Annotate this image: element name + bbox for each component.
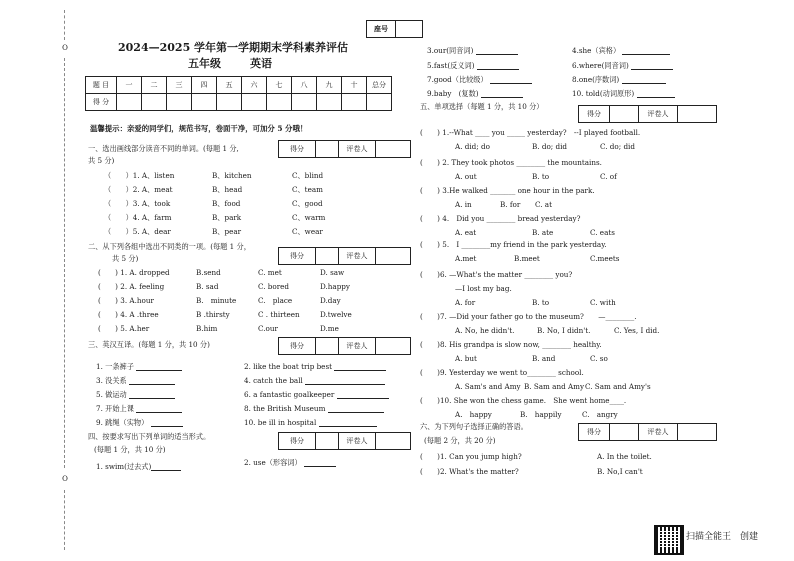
cut-line bbox=[64, 10, 65, 40]
option: C、warm bbox=[292, 213, 326, 222]
scorer-reviewer-input[interactable] bbox=[376, 141, 411, 158]
score-cell: 十 bbox=[342, 77, 367, 94]
seat-label: 座号 bbox=[367, 21, 396, 38]
tip-text: 温馨提示：亲爱的同学们，规范书写，卷面干净，可加分 5 分哦！ bbox=[90, 124, 308, 133]
answer-blank[interactable] bbox=[151, 463, 181, 471]
word-form-item bbox=[427, 61, 519, 70]
scorer-reviewer-label: 评卷人 bbox=[339, 248, 376, 265]
translation-item bbox=[244, 376, 385, 385]
word-form-item bbox=[572, 75, 666, 84]
match-question[interactable]: ( )2. What's the matter? bbox=[420, 467, 519, 476]
score-cell: 总分 bbox=[367, 77, 392, 94]
item-text: 2. use（形容词） bbox=[244, 458, 302, 467]
scorer-score-label: 得分 bbox=[279, 433, 316, 450]
translation-item bbox=[96, 418, 183, 427]
mc-question[interactable]: ( )9. Yesterday we went to________ school. bbox=[420, 368, 584, 377]
answer-blank[interactable] bbox=[334, 363, 386, 371]
item-text: 8.one(序数词) bbox=[572, 75, 620, 84]
option: D.happy bbox=[320, 282, 350, 291]
item-text: 1. 一条裤子 bbox=[96, 362, 134, 371]
option: C. do; did bbox=[600, 142, 635, 151]
option: B.send bbox=[196, 268, 221, 277]
answer-blank[interactable] bbox=[477, 62, 519, 70]
section3-heading: 三、英汉互译。(每题 1 分，共 10 分) bbox=[88, 340, 210, 349]
section6-heading: 六、为下列句子选择正确的答语。 bbox=[420, 422, 528, 431]
option: A. eat bbox=[455, 228, 477, 237]
score-input[interactable] bbox=[292, 94, 317, 111]
item-text: 4.she（宾格） bbox=[572, 46, 621, 55]
answer-blank[interactable] bbox=[136, 405, 182, 413]
answer-blank[interactable] bbox=[151, 419, 183, 427]
word-form-item bbox=[96, 462, 181, 471]
question-number[interactable]: （ ）1. A、listen bbox=[104, 171, 175, 180]
score-input[interactable] bbox=[267, 94, 292, 111]
option: B. No, I didn't. bbox=[537, 326, 591, 335]
option: C、team bbox=[292, 185, 323, 194]
answer-blank[interactable] bbox=[319, 419, 377, 427]
option: B、pear bbox=[212, 227, 242, 236]
option: A. happy bbox=[455, 410, 492, 419]
score-cell: 四 bbox=[192, 77, 217, 94]
question-number[interactable]: （ ）5. A、dear bbox=[104, 227, 171, 236]
option: A. out bbox=[455, 172, 477, 181]
translation-item bbox=[244, 404, 384, 413]
scorer-score-input[interactable] bbox=[610, 106, 639, 123]
option: C. Yes, I did. bbox=[614, 326, 660, 335]
option: C、blind bbox=[292, 171, 324, 180]
score-cell: 五 bbox=[217, 77, 242, 94]
answer-blank[interactable] bbox=[136, 363, 182, 371]
option: C. with bbox=[590, 298, 616, 307]
gutter-circle-top: O bbox=[62, 44, 68, 52]
gutter-circle-bottom: O bbox=[62, 475, 68, 483]
word-form-item bbox=[572, 61, 673, 70]
translation-item bbox=[244, 418, 377, 427]
option: A.met bbox=[455, 254, 477, 263]
option: A. but bbox=[455, 354, 477, 363]
section1-heading: 一、选出画线部分读音不同的单词。(每题 1 分, bbox=[88, 144, 239, 153]
option: A. did; do bbox=[455, 142, 490, 151]
match-answer: B. No,I can't bbox=[597, 467, 643, 476]
section6-heading: (每题 2 分，共 20 分) bbox=[424, 436, 496, 445]
score-cell: 二 bbox=[142, 77, 167, 94]
word-form-item bbox=[427, 75, 532, 84]
option: B. for bbox=[500, 200, 521, 209]
section2-heading: 共 5 分) bbox=[112, 254, 139, 263]
mc-question[interactable]: ( ) 3.He walked _______ one hour in the park. bbox=[420, 186, 595, 195]
word-form-item bbox=[427, 89, 523, 98]
option: B.meet bbox=[514, 254, 540, 263]
mc-question[interactable]: ( ) 5. I ________my friend in the park yesterday. bbox=[420, 240, 607, 249]
match-question[interactable]: ( )1. Can you jump high? bbox=[420, 452, 522, 461]
option: B .thirsty bbox=[196, 310, 230, 319]
option: C. of bbox=[600, 172, 617, 181]
score-cell: 题 目 bbox=[86, 77, 117, 94]
scorer-score-label: 得分 bbox=[579, 106, 610, 123]
score-cell: 一 bbox=[117, 77, 142, 94]
mc-question[interactable]: ( )8. His grandpa is slow now, ________ healthy. bbox=[420, 340, 602, 349]
item-text: 5. 做运动 bbox=[96, 390, 127, 399]
score-cell: 八 bbox=[292, 77, 317, 94]
score-input[interactable] bbox=[192, 94, 217, 111]
score-table-row bbox=[86, 94, 392, 111]
translation-item bbox=[96, 362, 182, 371]
option: C. place bbox=[258, 296, 293, 305]
item-text: 6.where(同音词) bbox=[572, 61, 629, 70]
question-number[interactable]: ( ) 4. A .three bbox=[98, 310, 159, 319]
score-input[interactable] bbox=[367, 94, 392, 111]
answer-blank[interactable] bbox=[328, 405, 384, 413]
translation-item bbox=[96, 390, 175, 399]
option: B. to bbox=[532, 298, 550, 307]
mc-question[interactable]: ( ) 1.--What ____ you _____ yesterday? --I played football. bbox=[420, 128, 641, 137]
item-text: 2. like the boat trip best bbox=[244, 362, 333, 371]
option: C. eats bbox=[590, 228, 615, 237]
option: B. and bbox=[532, 354, 556, 363]
answer-blank[interactable] bbox=[476, 47, 518, 55]
score-cell: 九 bbox=[317, 77, 342, 94]
exam-subject: 英语 bbox=[250, 57, 272, 70]
scorer-reviewer-label: 评卷人 bbox=[639, 106, 678, 123]
option: C. bored bbox=[258, 282, 290, 291]
section1-heading: 共 5 分) bbox=[88, 156, 115, 165]
word-form-item bbox=[572, 89, 675, 98]
seat-value[interactable] bbox=[396, 21, 423, 38]
question-number[interactable]: ( ) 2. A. feeling bbox=[98, 282, 165, 291]
item-text: 1. swim(过去式) bbox=[96, 462, 152, 471]
item-text: 8. the British Museum bbox=[244, 404, 326, 413]
answer-blank[interactable] bbox=[481, 90, 523, 98]
answer-blank[interactable] bbox=[622, 47, 670, 55]
translation-item bbox=[96, 404, 182, 413]
option: B. do; did bbox=[532, 142, 567, 151]
cut-line bbox=[64, 490, 65, 550]
score-row-label: 得 分 bbox=[86, 94, 117, 111]
answer-blank[interactable] bbox=[637, 90, 675, 98]
mc-question[interactable]: ( ) 4. Did you ________ bread yesterday? bbox=[420, 214, 581, 223]
question-number[interactable]: ( ) 1. A. dropped bbox=[98, 268, 170, 277]
match-answer: A. In the toilet. bbox=[597, 452, 652, 461]
score-cell: 六 bbox=[242, 77, 267, 94]
item-text: 9. 跳绳（实物） bbox=[96, 418, 149, 427]
option: C.meets bbox=[590, 254, 620, 263]
option: A. for bbox=[455, 298, 476, 307]
answer-blank[interactable] bbox=[304, 459, 336, 467]
question-number[interactable]: ( ) 3. A.hour bbox=[98, 296, 154, 305]
translation-item bbox=[244, 390, 389, 399]
exam-grade: 五年级 bbox=[188, 57, 221, 70]
scorer-box-1 bbox=[278, 140, 411, 158]
option: D.day bbox=[320, 296, 341, 305]
option: B、food bbox=[212, 199, 241, 208]
option: B. ate bbox=[532, 228, 554, 237]
section4-heading: (每题 1 分，共 10 分) bbox=[94, 445, 166, 454]
word-form-item bbox=[427, 46, 518, 55]
score-input[interactable] bbox=[242, 94, 267, 111]
option: C.our bbox=[258, 324, 278, 333]
scorer-reviewer-label: 评卷人 bbox=[339, 433, 376, 450]
option: C、wear bbox=[292, 227, 323, 236]
score-cell: 三 bbox=[167, 77, 192, 94]
exam-title: 2024—2025 学年第一学期期末学科素养评估 bbox=[118, 41, 349, 54]
answer-blank[interactable] bbox=[631, 62, 673, 70]
option: A. in bbox=[455, 200, 472, 209]
option: A. No, he didn't. bbox=[455, 326, 515, 335]
scorer-reviewer-input[interactable] bbox=[376, 248, 411, 265]
option: B、park bbox=[212, 213, 242, 222]
scorer-score-input[interactable] bbox=[610, 424, 639, 441]
word-form-item bbox=[572, 46, 670, 55]
score-table-header bbox=[86, 77, 392, 94]
scorer-reviewer-input[interactable] bbox=[678, 424, 717, 441]
answer-blank[interactable] bbox=[305, 377, 385, 385]
scorer-score-input[interactable] bbox=[316, 248, 339, 265]
answer-blank[interactable] bbox=[129, 377, 175, 385]
binding-gutter bbox=[0, 0, 80, 561]
option: B. to bbox=[532, 172, 550, 181]
section4-heading: 四、按要求写出下列单词的适当形式。 bbox=[88, 432, 211, 441]
option: C. angry bbox=[582, 410, 618, 419]
scorer-score-label: 得分 bbox=[279, 338, 316, 355]
scorer-box-6 bbox=[578, 423, 717, 441]
option: B、kitchen bbox=[212, 171, 252, 180]
option: B. happily bbox=[520, 410, 562, 419]
option: C. so bbox=[590, 354, 608, 363]
item-text: 9.baby (复数) bbox=[427, 89, 479, 98]
score-input[interactable] bbox=[142, 94, 167, 111]
option: B.him bbox=[196, 324, 218, 333]
item-text: 7. 开始上课 bbox=[96, 404, 134, 413]
score-input[interactable] bbox=[217, 94, 242, 111]
item-text: 10. be ill in hospital bbox=[244, 418, 317, 427]
scorer-reviewer-input[interactable] bbox=[376, 338, 411, 355]
word-form-item bbox=[244, 458, 336, 467]
scorer-reviewer-label: 评卷人 bbox=[639, 424, 678, 441]
scorer-reviewer-input[interactable] bbox=[678, 106, 717, 123]
score-input[interactable] bbox=[317, 94, 342, 111]
item-text: 10. told(动词原形) bbox=[572, 89, 635, 98]
item-text: 3. 没关系 bbox=[96, 376, 127, 385]
option: B. Sam and Amy bbox=[524, 382, 585, 391]
option: C. Sam and Amy's bbox=[585, 382, 651, 391]
answer-blank[interactable] bbox=[490, 76, 532, 84]
option: B. minute bbox=[196, 296, 237, 305]
score-input[interactable] bbox=[342, 94, 367, 111]
seat-number-box bbox=[366, 20, 423, 38]
scorer-score-input[interactable] bbox=[316, 433, 339, 450]
scanner-watermark: 扫描全能王 创建 bbox=[686, 532, 759, 542]
scorer-score-input[interactable] bbox=[316, 141, 339, 158]
mc-question[interactable]: ( ) 2. They took photos ________ the mountains. bbox=[420, 158, 602, 167]
option: C. met bbox=[258, 268, 282, 277]
score-input[interactable] bbox=[117, 94, 142, 111]
score-table bbox=[85, 76, 392, 111]
option: D.twelve bbox=[320, 310, 352, 319]
option: D.me bbox=[320, 324, 339, 333]
question-number[interactable]: （ ）4. A、farm bbox=[104, 213, 172, 222]
answer-blank[interactable] bbox=[337, 391, 389, 399]
mc-question[interactable]: ( )7. —Did your father go to the museum? —________. bbox=[420, 312, 637, 321]
section2-heading: 二、从下列各组中选出不同类的一项。(每题 1 分， bbox=[88, 242, 251, 251]
question-number[interactable]: （ ）3. A、took bbox=[104, 199, 171, 208]
scorer-score-input[interactable] bbox=[316, 338, 339, 355]
scorer-box-4 bbox=[278, 432, 411, 450]
scorer-box-5 bbox=[578, 105, 717, 123]
item-text: 3.our(同音词) bbox=[427, 46, 474, 55]
option: C . thirteen bbox=[258, 310, 300, 319]
scorer-score-label: 得分 bbox=[579, 424, 610, 441]
translation-item bbox=[96, 376, 175, 385]
option: D. saw bbox=[320, 268, 345, 277]
item-text: 4. catch the ball bbox=[244, 376, 303, 385]
answer-blank[interactable] bbox=[622, 76, 666, 84]
option: A. Sam's and Amy bbox=[455, 382, 521, 391]
scorer-score-label: 得分 bbox=[279, 248, 316, 265]
cut-line bbox=[64, 58, 65, 468]
qr-code-icon bbox=[654, 525, 684, 555]
mc-question-line2: —I lost my bag. bbox=[455, 284, 512, 293]
question-number[interactable]: （ ）2. A、meat bbox=[104, 185, 173, 194]
scorer-score-label: 得分 bbox=[279, 141, 316, 158]
section5-heading: 五、单项选择（每题 1 分，共 10 分） bbox=[420, 102, 544, 111]
scorer-reviewer-label: 评卷人 bbox=[339, 141, 376, 158]
scorer-reviewer-input[interactable] bbox=[376, 433, 411, 450]
question-number[interactable]: ( ) 5. A.her bbox=[98, 324, 150, 333]
mc-question[interactable]: ( )10. She won the chess game. She went home____. bbox=[420, 396, 627, 405]
answer-blank[interactable] bbox=[129, 391, 175, 399]
scorer-box-2 bbox=[278, 247, 411, 265]
option: B. sad bbox=[196, 282, 219, 291]
scorer-box-3 bbox=[278, 337, 411, 355]
option: B、head bbox=[212, 185, 243, 194]
score-input[interactable] bbox=[167, 94, 192, 111]
item-text: 7.good（比较级） bbox=[427, 75, 488, 84]
item-text: 5.fast(反义词) bbox=[427, 61, 475, 70]
translation-item bbox=[244, 362, 386, 371]
scorer-reviewer-label: 评卷人 bbox=[339, 338, 376, 355]
score-cell: 七 bbox=[267, 77, 292, 94]
mc-question[interactable]: ( )6. —What's the matter ________ you? bbox=[420, 270, 573, 279]
item-text: 6. a fantastic goalkeeper bbox=[244, 390, 335, 399]
option: C. at bbox=[535, 200, 552, 209]
option: C、good bbox=[292, 199, 323, 208]
